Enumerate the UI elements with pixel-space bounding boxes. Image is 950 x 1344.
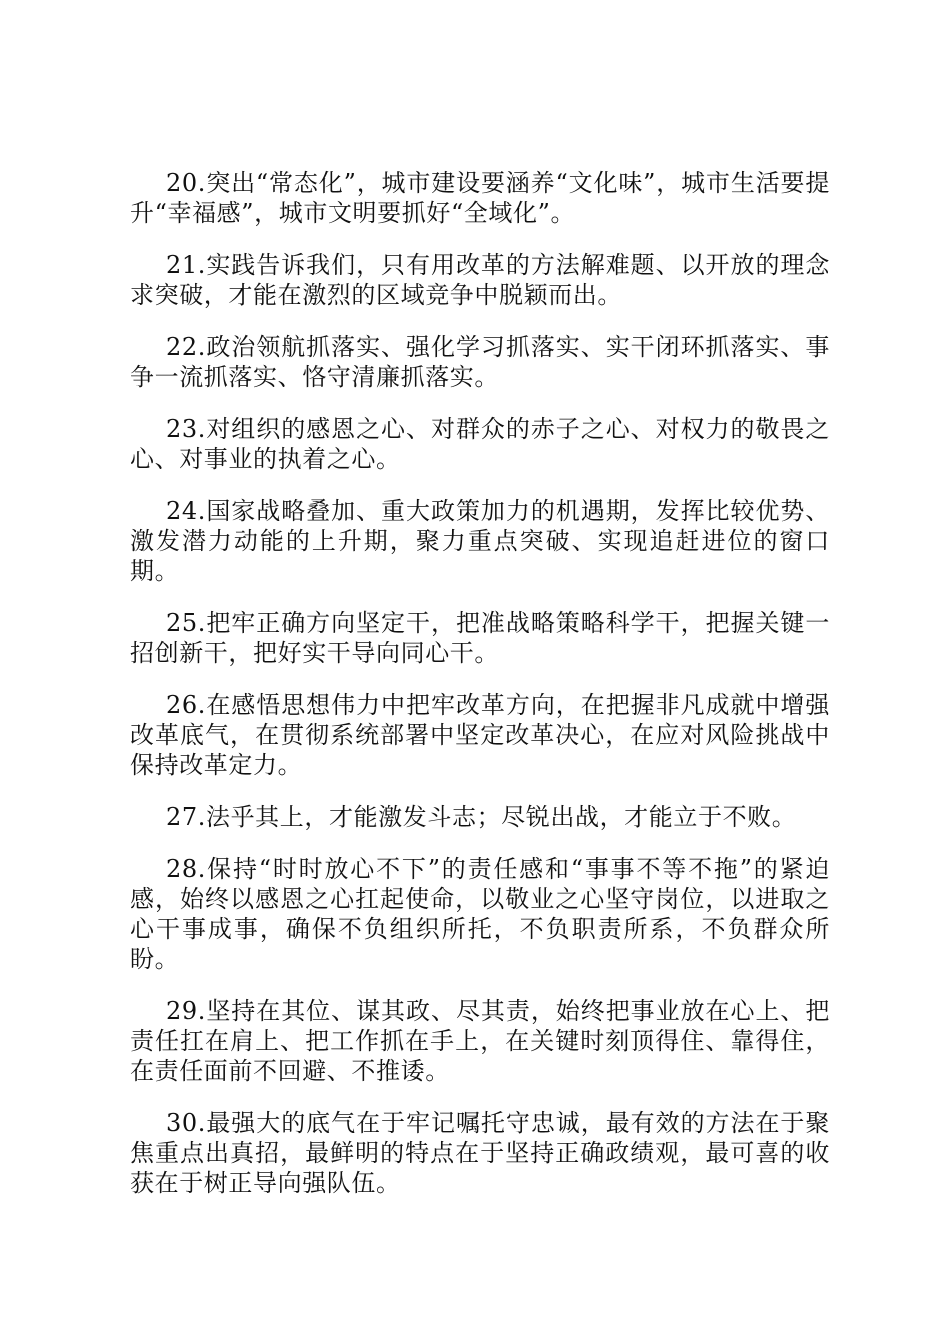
paragraph-29: 29.坚持在其位、谋其政、尽其责，始终把事业放在心上、把责任扛在肩上、把工作抓在手上，在关键时刻顶得住、靠得住，在责任面前不回避、不推诿。: [130, 997, 830, 1085]
document-body: [130, 168, 830, 1220]
paragraph-20: 20.突出“常态化”，城市建设要涵养“文化味”，城市生活要提升“幸福感”，城市文明要抓好“全域化”。: [130, 169, 830, 227]
paragraph-28: 28.保持“时时放心不下”的责任感和“事事不等不拖”的紧迫感，始终以感恩之心扛起使命，以敬业之心坚守岗位，以进取之心干事成事，确保不负组织所托，不负职责所系，不负群众所盼。: [130, 855, 830, 973]
paragraph-22: 22.政治领航抓落实、强化学习抓落实、实干闭环抓落实、事争一流抓落实、恪守清廉抓落实。: [130, 333, 830, 391]
paragraph-24: 24.国家战略叠加、重大政策加力的机遇期，发挥比较优势、激发潜力动能的上升期，聚力重点突破、实现追赶进位的窗口期。: [130, 497, 830, 585]
paragraph-26: 26.在感悟思想伟力中把牢改革方向，在把握非凡成就中增强改革底气，在贯彻系统部署中坚定改革决心，在应对风险挑战中保持改革定力。: [130, 691, 830, 779]
paragraph-21: 21.实践告诉我们，只有用改革的方法解难题、以开放的理念求突破，才能在激烈的区域竞争中脱颖而出。: [130, 251, 830, 309]
paragraph-27: 27.法乎其上，才能激发斗志；尽锐出战，才能立于不败。: [166, 803, 797, 831]
paragraph-23: 23.对组织的感恩之心、对群众的赤子之心、对权力的敬畏之心、对事业的执着之心。: [130, 415, 830, 473]
paragraph-30: 30.最强大的底气在于牢记嘱托守忠诚，最有效的方法在于聚焦重点出真招，最鲜明的特点在于坚持正确政绩观，最可喜的收获在于树正导向强队伍。: [130, 1109, 830, 1197]
paragraph-25: 25.把牢正确方向坚定干，把准战略策略科学干，把握关键一招创新干，把好实干导向同心干。: [130, 609, 830, 667]
